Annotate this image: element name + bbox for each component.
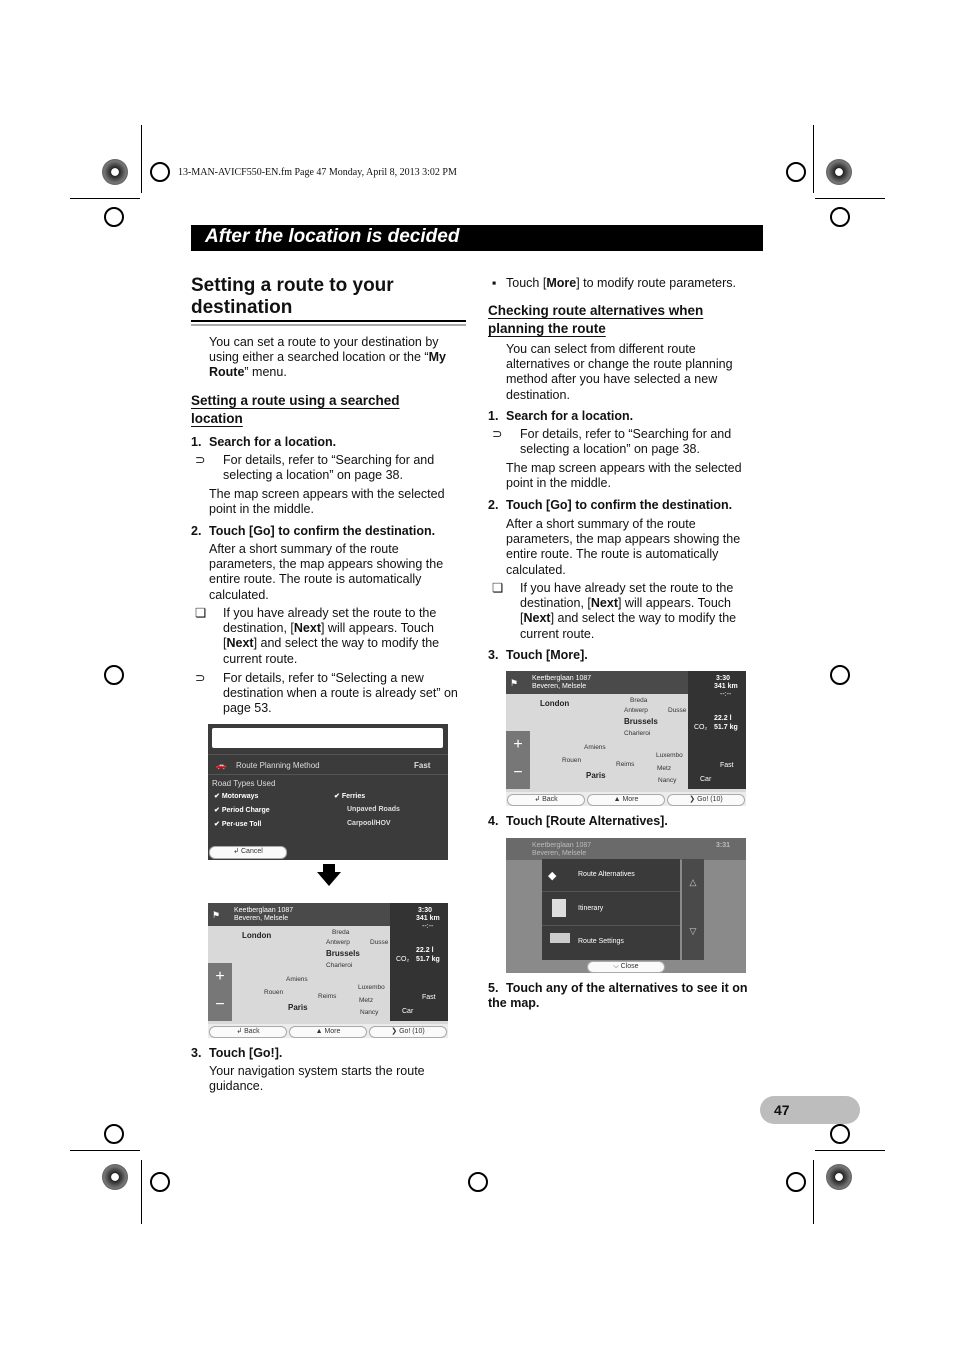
step-text: After a short summary of the route parameters, the map appears showing the entire route. The route is automatically calculated.	[506, 517, 741, 577]
step-4: 4. Touch [Route Alternatives].	[488, 814, 668, 828]
crop-mark	[813, 1160, 814, 1224]
crop-mark	[815, 198, 885, 199]
note: ❏ If you have already set the route to the destination, [Next] will appears. Touch [Next] and select the way to modify the current route.	[195, 606, 440, 666]
title-rule	[191, 320, 466, 322]
crosshair-icon	[786, 1172, 806, 1192]
registration-target-icon	[102, 159, 128, 185]
back-button: ↲ Back	[507, 794, 585, 806]
option-ferries: ✔ Ferries	[334, 793, 366, 800]
arrow-icon: ⊃	[492, 427, 503, 441]
option-period-charge: ✔ Period Charge	[214, 807, 270, 814]
option-unpaved: Unpaved Roads	[347, 806, 400, 813]
crop-mark	[70, 1150, 140, 1151]
crosshair-icon	[104, 665, 124, 685]
note: ❏ If you have already set the route to the destination, [Next] will appears. Touch [Next] and select the way to modify the current route.	[492, 581, 737, 641]
down-arrow-icon	[317, 872, 341, 886]
zoom-controls	[506, 731, 530, 789]
crop-mark	[813, 125, 814, 193]
crosshair-icon	[830, 1124, 850, 1144]
map-screenshot: ⚑ Keetberglaan 1087 Beveren, Melsele 3:30 341 km --:-- 22.2 l CO₂ 51.7 kg Fast Car + − London Breda Antwerp Dusse Brussels Charleroi Amiens Rouen Reims Luxembo Metz Paris Nancy ↲ Back ▲ More ❯ Go! (10)	[506, 671, 746, 806]
section-banner	[191, 225, 763, 251]
step-text: The map screen appears with the selected point in the middle.	[209, 487, 445, 517]
crop-mark	[141, 1160, 142, 1224]
crosshair-icon	[786, 162, 806, 182]
crosshair-icon	[468, 1172, 488, 1192]
registration-target-icon	[102, 1164, 128, 1190]
crosshair-icon	[150, 1172, 170, 1192]
step-3: 3. Touch [More].	[488, 648, 588, 662]
step-text: After a short summary of the route parameters, the map appears showing the entire route. The route is automatically calculated.	[209, 542, 444, 602]
registration-target-icon	[826, 1164, 852, 1190]
route-alternatives-icon: ◆	[548, 870, 557, 882]
bullet-icon: ▪	[492, 276, 497, 290]
file-info: 13-MAN-AVICF550-EN.fm Page 47 Monday, April 8, 2013 3:02 PM	[178, 167, 457, 178]
step-text: Your navigation system starts the route guidance.	[209, 1064, 425, 1094]
registration-target-icon	[826, 159, 852, 185]
crosshair-icon	[830, 665, 850, 685]
step-text: The map screen appears with the selected point in the middle.	[506, 461, 742, 491]
go-button: ❯ Go! (10)	[667, 794, 745, 806]
road-types-label: Road Types Used	[212, 779, 276, 788]
arrow-icon: ⊃	[195, 671, 206, 685]
zoom-in-icon: +	[513, 736, 523, 753]
method-value: Fast	[414, 761, 431, 770]
zoom-in-icon: +	[215, 968, 225, 985]
step-1: 1. Search for a location.	[191, 435, 337, 449]
option-motorways: ✔ Motorways	[214, 793, 259, 800]
flag-icon: ⚑	[510, 678, 519, 688]
go-button: ❯ Go! (10)	[369, 1026, 447, 1038]
car-icon: 🚗	[216, 761, 226, 770]
option-toll: ✔ Per-use Toll	[214, 821, 262, 828]
more-button: ▲ More	[587, 794, 665, 806]
intro-paragraph: You can select from different route alternatives or change the route planning method after you have selected a new destination.	[506, 342, 733, 402]
page-title: Setting a route to your destination	[191, 275, 394, 318]
crosshair-icon	[150, 162, 170, 182]
method-label: Route Planning Method	[236, 761, 320, 770]
trip-info-panel: 3:30 341 km --:-- 22.2 l CO₂ 51.7 kg Fast Car	[390, 903, 448, 1021]
reference-note: ⊃ For details, refer to “Searching for and selecting a location” on page 38.	[195, 453, 435, 483]
crosshair-icon	[104, 1124, 124, 1144]
down-arrow-icon	[323, 864, 335, 873]
menu-item-itinerary: Itinerary	[578, 905, 604, 912]
more-button: ▲ More	[289, 1026, 367, 1038]
itinerary-icon	[552, 899, 566, 917]
checkbox-icon: ❏	[492, 581, 504, 595]
crop-mark	[70, 198, 140, 199]
flag-icon: ⚑	[212, 910, 221, 920]
route-menu-screenshot: Keetberglaan 1087 Beveren, Melsele 3:31 ◆ Route Alternatives Itinerary Route Settings △ ▽ ⌵ Close	[506, 838, 746, 973]
subsection-heading: Checking route alternatives when planning the route	[488, 303, 704, 336]
zoom-out-icon: −	[215, 996, 225, 1013]
trip-info-panel: 3:30 341 km --:-- 22.2 l CO₂ 51.7 kg Fast Car	[688, 671, 746, 789]
option-carpool: Carpool/HOV	[347, 820, 391, 827]
subsection-heading: Setting a route using a searched location	[191, 393, 400, 426]
map-screenshot: ⚑ Keetberglaan 1087 Beveren, Melsele 3:30 341 km --:-- 22.2 l CO₂ 51.7 kg Fast Car + − London Breda Antwerp Dusse Brussels Charleroi Amiens Rouen Reims Luxembo Metz Paris Nancy ↲ Back ▲ More ❯ Go! (10)	[208, 903, 448, 1038]
intro-paragraph: You can set a route to your destination by using either a searched location or the “My Route” menu.	[209, 335, 446, 380]
step-5: 5. Touch any of the alternatives to see it on the map.	[488, 981, 748, 1010]
back-button: ↲ Back	[209, 1026, 287, 1038]
checkbox-icon: ❏	[195, 606, 207, 620]
title-rule	[191, 324, 466, 326]
reference-note: ⊃ For details, refer to “Searching for and selecting a location” on page 38.	[492, 427, 732, 457]
route-settings-icon	[550, 933, 570, 943]
crosshair-icon	[830, 207, 850, 227]
bullet-item: ▪ Touch [More] to modify route parameters.	[492, 276, 736, 290]
cancel-button: ↲ Cancel	[209, 846, 287, 859]
banner-title: After the location is decided	[205, 226, 460, 247]
route-settings-screenshot	[208, 724, 448, 860]
crop-mark	[815, 1150, 885, 1151]
arrow-icon: ⊃	[195, 453, 206, 467]
search-field	[212, 728, 443, 748]
menu-item-route-settings: Route Settings	[578, 938, 624, 945]
route-menu	[542, 859, 680, 960]
step-2: 2. Touch [Go] to confirm the destination.	[191, 524, 436, 538]
step-1: 1. Search for a location.	[488, 409, 634, 423]
menu-item-route-alternatives: Route Alternatives	[578, 871, 635, 878]
page-number-tab: 47	[760, 1096, 860, 1124]
zoom-controls	[208, 963, 232, 1021]
close-button: ⌵ Close	[587, 961, 665, 973]
zoom-out-icon: −	[513, 764, 523, 781]
step-2: 2. Touch [Go] to confirm the destination.	[488, 498, 733, 512]
crosshair-icon	[104, 207, 124, 227]
crop-mark	[141, 125, 142, 193]
step-3: 3. Touch [Go!].	[191, 1046, 283, 1060]
reference-note: ⊃ For details, refer to “Selecting a new destination when a route is already set” on page 53.	[195, 671, 458, 716]
